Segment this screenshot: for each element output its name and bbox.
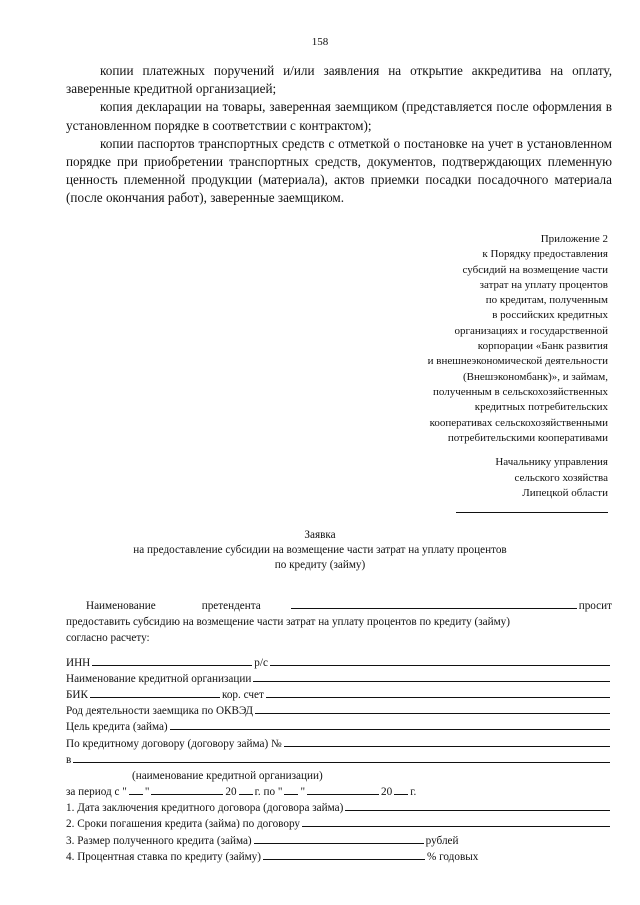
appendix-line: потребительскими кооперативами [447, 431, 608, 444]
bank-name-blank[interactable] [253, 671, 610, 682]
addressee-name-blank[interactable] [456, 504, 608, 513]
okved-label: Род деятельности заемщика по ОКВЭД [66, 705, 254, 718]
kor-label: кор. счет [221, 688, 264, 701]
item-row [66, 800, 612, 816]
appendix-line: субсидий на возмещение части [462, 263, 608, 276]
period-text: " [300, 786, 306, 799]
purpose-blank[interactable] [170, 719, 610, 730]
item-unit: рублей [425, 834, 459, 847]
application-form [66, 598, 612, 865]
request-title: Заявка [304, 529, 336, 541]
request-subtitle: по кредиту (займу) [274, 559, 366, 571]
appendix-line: и внешнеэкономической деятельности [427, 355, 608, 368]
item-label: 4. Процентная ставка по кредиту (займу) [66, 850, 261, 863]
body-paragraph: копии паспортов транспортных средств с отметкой о постановке на учет в установленном порядке при приобретении транспортных средств, документов, подтверждающих племенную ценность племенной продукции (материала), актов приемки посадки посадочного материала (после окончания работ), заверенные заемщиком. [66, 135, 612, 206]
inn-row [66, 655, 612, 671]
applicant-continuation: предоставить субсидию на возмещение части затрат на уплату процентов по кредиту (займу) [66, 616, 510, 629]
item-label: 3. Размер полученного кредита (займа) [66, 834, 252, 847]
document-body [66, 62, 612, 208]
appendix-line: затрат на уплату процентов [479, 278, 608, 291]
period-day-to-blank[interactable] [284, 784, 298, 795]
appendix-line: по кредитам, полученным [485, 294, 608, 307]
item-label: 2. Сроки погашения кредита (займа) по договору [66, 818, 300, 831]
page-number: 158 [311, 36, 329, 48]
item-4-blank[interactable] [263, 849, 425, 860]
item-row [66, 849, 612, 865]
bank-in-label: в [66, 753, 72, 766]
inn-blank[interactable] [92, 655, 252, 666]
applicant-label: Наименование [86, 600, 156, 612]
appendix-line: в российских кредитных [492, 309, 608, 322]
bik-label: БИК [66, 688, 88, 701]
addressee-line: сельского хозяйства [514, 471, 608, 484]
contract-blank[interactable] [284, 736, 610, 747]
applicant-cont-row [66, 614, 612, 630]
rs-blank[interactable] [270, 655, 610, 666]
applicant-end-row [66, 630, 612, 646]
purpose-label: Цель кредита (займа) [66, 721, 168, 734]
item-row [66, 833, 612, 849]
appendix-line: корпорации «Банк развития [477, 340, 608, 353]
bank-name-label: Наименование кредитной организации [66, 672, 252, 685]
period-text: г. [410, 786, 417, 799]
appendix-line: Приложение 2 [540, 233, 608, 245]
addressee-line: Липецкой области [522, 487, 608, 500]
rs-label: р/с [254, 656, 268, 669]
request-heading [0, 528, 640, 573]
inn-label: ИНН [66, 656, 91, 669]
okved-blank[interactable] [255, 703, 610, 714]
applicant-request: просит [578, 600, 612, 612]
item-1-blank[interactable] [345, 800, 610, 811]
period-year: 20 [225, 786, 237, 799]
item-row [66, 816, 612, 832]
body-paragraph: копии платежных поручений и/или заявления на открытие аккредитива на оплату, заверенные кредитной организацией; [66, 63, 612, 97]
appendix-header [348, 232, 608, 446]
period-text: за период с " [66, 786, 127, 799]
kor-blank[interactable] [266, 687, 610, 698]
purpose-row [66, 719, 612, 735]
item-2-blank[interactable] [302, 816, 610, 827]
appendix-line: полученным в сельскохозяйственных [432, 385, 608, 398]
period-row [66, 784, 612, 800]
bank-name-row [66, 671, 612, 687]
appendix-line: кредитных потребительских [474, 401, 608, 414]
bank-blank[interactable] [73, 752, 610, 763]
bik-blank[interactable] [90, 687, 220, 698]
body-paragraph: копия декларации на товары, заверенная заемщиком (представляется после оформления в установленном порядке в соответствии с контрактом); [66, 99, 612, 133]
item-unit: % годовых [426, 850, 479, 863]
appendix-line: к Порядку предоставления [482, 248, 608, 261]
addressee-block [408, 455, 608, 513]
bank-caption-row [66, 768, 612, 784]
item-label: 1. Дата заключения кредитного договора (договора займа) [66, 802, 344, 815]
period-month-from-blank[interactable] [151, 784, 223, 795]
bank-caption: (наименование кредитной организации) [132, 769, 323, 782]
bank-row [66, 752, 612, 768]
contract-row [66, 736, 612, 752]
request-subtitle: на предоставление субсидии на возмещение части затрат на уплату процентов [133, 544, 507, 556]
period-text: " [144, 786, 150, 799]
period-day-from-blank[interactable] [129, 784, 143, 795]
contract-label: По кредитному договору (договору займа) № [66, 737, 282, 750]
bik-row [66, 687, 612, 703]
period-year-to-blank[interactable] [394, 784, 408, 795]
period-month-to-blank[interactable] [307, 784, 379, 795]
applicant-row [66, 598, 612, 614]
appendix-line: организациях и государственной [454, 324, 608, 337]
applicant-end: согласно расчету: [66, 632, 150, 645]
applicant-word: претендента [201, 600, 261, 612]
period-text: г. по " [254, 786, 283, 799]
appendix-line: кооперативах сельскохозяйственными [429, 416, 608, 429]
period-year-from-blank[interactable] [239, 784, 253, 795]
item-3-blank[interactable] [254, 833, 424, 844]
period-year: 20 [381, 786, 393, 799]
applicant-name-blank[interactable] [291, 598, 577, 609]
addressee-line: Начальнику управления [495, 456, 608, 468]
okved-row [66, 703, 612, 719]
appendix-line: (Внешэкономбанк)», и займам, [463, 370, 608, 383]
